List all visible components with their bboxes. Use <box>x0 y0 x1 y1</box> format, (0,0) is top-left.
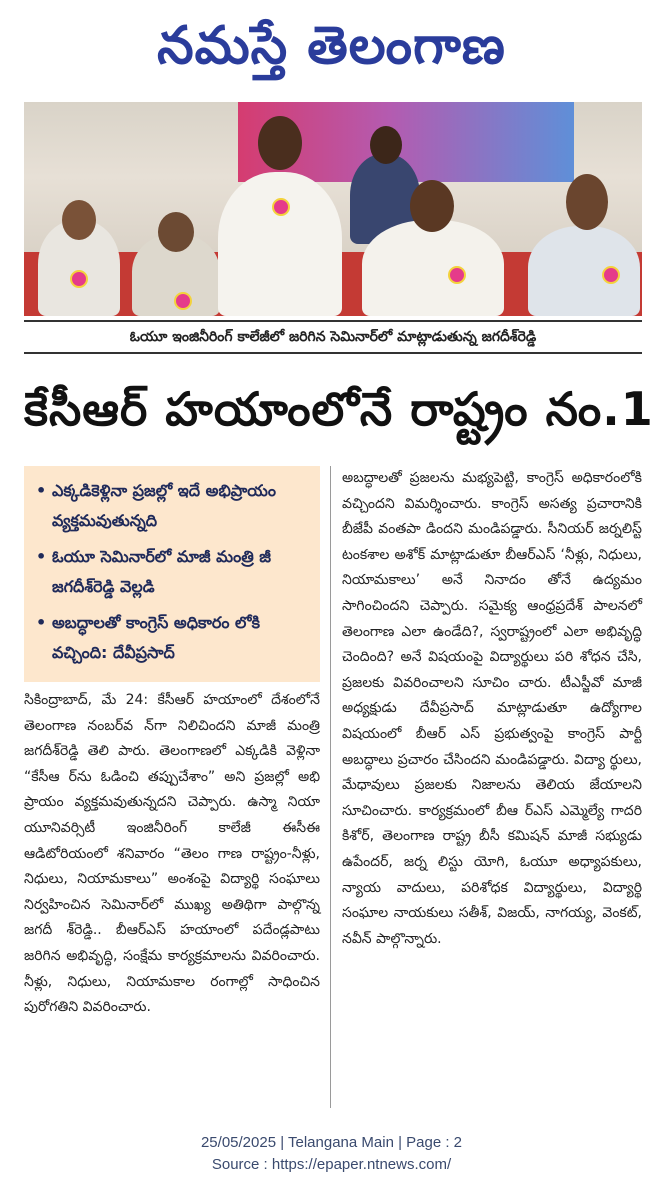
article-column-right <box>342 466 642 1111</box>
highlight-item <box>34 476 310 536</box>
person-left-1-head <box>62 200 96 240</box>
bullet-icon: • <box>36 547 47 566</box>
photo-caption: ఓయూ ఇంజినీరింగ్ కాలేజీలో జరిగిన సెమినార్‌లో మాట్లాడుతున్న జగదీశ్‌రెడ్డి <box>24 320 642 354</box>
highlight-item <box>34 608 310 668</box>
highlight-text: ఓయూ సెమినార్‌లో మాజీ మంత్రి జీ జగదీశ్‌రెడ్డి వెల్లడి <box>52 547 271 596</box>
masthead-logo: నమస్తే తెలంగాణ <box>157 15 506 76</box>
person-right-2-head <box>566 174 608 230</box>
column-divider <box>330 466 331 1108</box>
speaker-head <box>258 116 302 170</box>
article-column-left <box>24 688 320 1108</box>
headline: కేసీఆర్ హయాంలోనే రాష్ట్రం నం.1 <box>24 382 654 436</box>
badge <box>174 292 192 310</box>
person-left-2-head <box>158 212 194 252</box>
badge <box>272 198 290 216</box>
speaker <box>218 172 342 316</box>
person-right-1 <box>362 220 504 316</box>
bullet-icon: • <box>36 613 47 632</box>
footer-date-edition: 25/05/2025 | Telangana Main | Page : 2 <box>200 1134 463 1151</box>
person-right-1-head <box>410 180 454 232</box>
highlight-text: అబద్ధాలతో కాంగ్రెస్ అధికారం లోకి వచ్చింది: దేవీప్రసాద్ <box>52 613 260 662</box>
article-body-right: అబద్ధాలతో ప్రజలను మభ్యపెట్టి, కాంగ్రెస్ అధికారంలోకి వచ్చిందని విమర్శించారు. కాంగ్రెస్ అసత్య ప్రచారానికి బీజేపీ వంతపా డిందని మండిపడ్డారు. సీనియర్ జర్నలిస్ట్ టంకశాల అశోక్ మాట్లాడుతూ బీఆర్‌ఎస్ ‘నీళ్లు, నిధులు, నియామకాలు’ అనే నినాదం తోనే ఉద్యమం సాగించిందని చెప్పారు. సమైక్య ఆంధ్రప్రదేశ్ పాలనలో తెలంగాణ ఎలా ఉండేది?, స్వరాష్ట్రంలో ఎలా అభివృద్ధి చెందింది? అనే విషయంపై విద్యార్థులు పరి శోధన చేసి, ప్రజలకు వివరించాలని సూచిం చారు. టీఎస్జీవో మాజీ అధ్యక్షుడు దేవీప్రసాద్ మాట్లాడుతూ ఉద్యోగాల విషయంలో బీఆర్ ఎస్ ప్రభుత్వంపై కాంగ్రెస్ పార్టీ అబద్ధాలు ప్రచారం చేసిందని మండిపడ్డారు. విద్యా ర్థులు, మేధావులు ప్రజలకు నిజాలను తెలియ జేయాలని సూచించారు. కార్యక్రమంలో బీఆ ర్‌ఎస్ ఎమ్మెల్యే గాదరి కిశోర్, తెలంగాణ రాష్ట్ర బీసీ కమిషన్ మాజీ సభ్యుడు ఉపేందర్, జర్న లిస్టు యోగి, ఓయూ అధ్యాపకులు, న్యాయ వాదులు, పరిశోధక విద్యార్థులు, విద్యార్థి సంఘాల నాయకులు సతీశ్, విజయ్, నాగయ్య, వెంకట్, నవీన్ పాల్గొన్నారు. <box>342 470 642 947</box>
article-body-left: సికింద్రాబాద్, మే 24: కేసీఆర్ హయాంలో దేశంలోనే తెలంగాణ నంబర్‌వ న్‌గా నిలిచిందని మాజీ మంత్రి జగదీశ్‌రెడ్డి తెలి పారు. తెలంగాణలో ఎక్కడికి వెళ్లినా “కేసీఆ ర్‌ను ఓడించి తప్పుచేశాం” అని ప్రజల్లో అభి ప్రాయం వ్యక్తమవుతున్నదని చెప్పారు. ఉస్మా నియా యూనివర్సిటీ ఇంజినీరింగ్ కాలేజీ ఈసీఈ ఆడిటోరియంలో శనివారం “తెలం గాణ రాష్ట్రం-నీళ్లు, నిధులు, నియామకాలు” అంశంపై విద్యార్థి సంఘాలు నిర్వహించిన సెమినార్‌లో ముఖ్య అతిథిగా పాల్గొన్న జగదీ శ్‌రెడ్డి.. బీఆర్‌ఎస్ హయాంలో పదేండ్లపాటు జరిగిన అభివృద్ధి, సంక్షేమ కార్యక్రమాలను వివరించారు. నీళ్లు, నిధులు, నియామకాల రంగాల్లో సాధించిన పురోగతిని వివరించారు. <box>24 692 320 1016</box>
highlight-text: ఎక్కడికెళ్లినా ప్రజల్లో ఇదే అభిప్రాయం వ్యక్తమవుతున్నది <box>52 481 276 530</box>
footer <box>0 1132 663 1180</box>
bullet-icon: • <box>36 481 47 500</box>
footer-source: Source : https://epaper.ntnews.com/ <box>211 1156 452 1173</box>
highlight-item <box>34 542 310 602</box>
badge <box>602 266 620 284</box>
highlights-box <box>24 466 320 682</box>
badge <box>70 270 88 288</box>
person-standing-head <box>370 126 402 164</box>
news-photo <box>24 102 642 316</box>
badge <box>448 266 466 284</box>
person-right-2 <box>528 226 640 316</box>
